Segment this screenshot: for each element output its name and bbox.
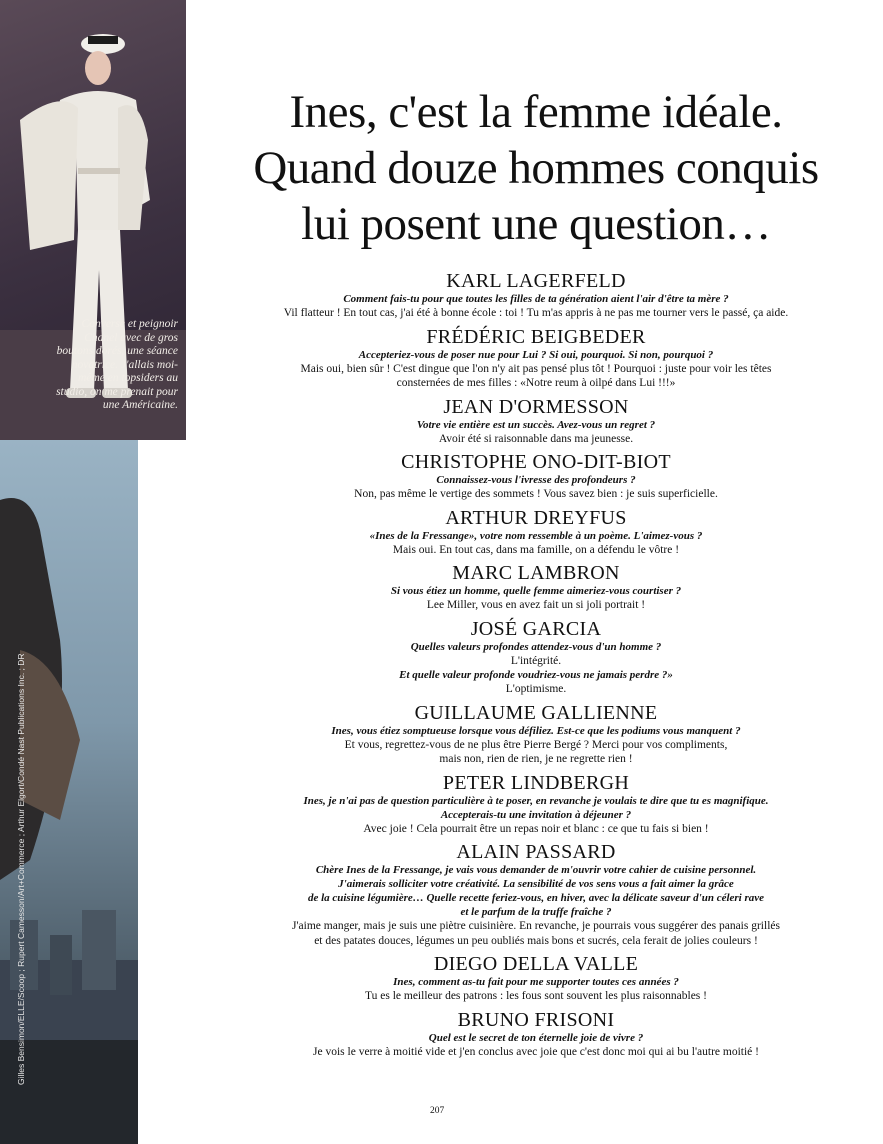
photo-credit: Gilles Bensimon/ELLE/Scoop ; Rupert Camesson/Art+Commerce ; Arthur Elgort/Condé Nast Publications Inc. ; DR (16, 653, 26, 1085)
interviewer-name: PETER LINDBERGH (442, 771, 630, 794)
question-line: Accepterais-tu une invitation à déjeuner ? (440, 808, 632, 821)
interviewer-name: CHRISTOPHE ONO-DIT-BIOT (401, 451, 671, 473)
answer-line: L'optimisme. (505, 683, 567, 695)
interviewer-name: KARL LAGERFELD (446, 270, 626, 292)
headline-line: Ines, c'est la femme idéale. (289, 86, 783, 138)
question-line: Comment fais-tu pour que toutes les filles de ta génération aient l'air d'être ta mère ? (343, 293, 729, 305)
question-line: de la cuisine légumière… Quelle recette feriez-vous, en hiver, avec la délicate saveur d'un céleri rave (307, 892, 765, 904)
question (196, 418, 876, 432)
answer (196, 989, 876, 1004)
question (196, 794, 876, 822)
question-line: Connaissez-vous l'ivresse des profondeurs ? (436, 474, 636, 486)
answer-line: L'intégrité. (510, 654, 562, 667)
question (196, 473, 876, 487)
question-line: Et quelle valeur profonde voudriez-vous ne jamais perdre ?» (399, 669, 673, 681)
headline-line: Quand douze hommes conquis (253, 142, 819, 194)
interviewer-name: ARTHUR DREYFUS (445, 506, 627, 529)
answer-line: consternées de mes filles : «Notre reum à oilpé dans Lui !!!» (396, 377, 676, 389)
follow-up-question (196, 668, 876, 682)
question-line: Ines, vous étiez somptueuse lorsque vous défiliez. Est-ce que les podiums vous manquent ? (331, 724, 741, 737)
article-main (196, 84, 876, 1064)
answer (196, 919, 876, 948)
answer-line: Non, pas même le vertige des sommets ! Vous savez bien : je suis superficielle. (354, 488, 718, 500)
question-line: Ines, comment as-tu fait pour me supporter toutes ces années ? (393, 976, 679, 988)
answer (196, 738, 876, 767)
question (196, 975, 876, 989)
headline (196, 84, 876, 252)
interviewer-name: MARC LAMBRON (452, 562, 620, 584)
question-line: «Ines de la Fressange», votre nom ressemble à un poème. L'aimez-vous ? (369, 529, 703, 542)
interview-block (196, 841, 876, 948)
headline-line: lui posent une question… (301, 198, 771, 250)
interviewer-name: ALAIN PASSARD (456, 841, 616, 863)
interviewer-name: JEAN D'ORMESSON (443, 395, 629, 418)
interview-block (196, 702, 876, 767)
interview-block (196, 562, 876, 613)
answer-line: Vil flatteur ! En tout cas, j'ai été à bonne école : toi ! Tu m'as appris à ne pas me tourner vers le passé, ça aide. (283, 307, 789, 319)
question-line: Quel est le secret de ton éternelle joie de vivre ? (428, 1031, 644, 1044)
interviewer-name: GUILLAUME GALLIENNE (414, 701, 658, 724)
interviewer-name: JOSÉ GARCIA (470, 617, 602, 640)
question (196, 863, 876, 919)
interviewer-name: DIEGO DELLA VALLE (433, 953, 639, 975)
interview-block (196, 507, 876, 558)
interview-block (196, 451, 876, 502)
answer (196, 654, 876, 669)
answer (196, 822, 876, 837)
interviewer-name: BRUNO FRISONI (457, 1008, 615, 1031)
answer (196, 362, 876, 391)
answer-line: J'aime manger, mais je suis une piètre cuisinière. En revanche, je pourrais vous suggérer des panais grillés (292, 920, 780, 932)
answer-line: Et vous, regrettez-vous de ne plus être Pierre Bergé ? Merci pour vos compliments, (344, 738, 728, 751)
question (196, 292, 876, 306)
question-line: Chère Ines de la Fressange, je vais vous demander de m'ouvrir votre cahier de cuisine personnel. (315, 864, 757, 876)
answer (196, 432, 876, 447)
interviewer-name: FRÉDÉRIC BEIGBEDER (426, 325, 646, 348)
question (196, 348, 876, 362)
interview-block (196, 326, 876, 391)
question (196, 724, 876, 738)
answer (196, 487, 876, 502)
answer-line: Avoir été si raisonnable dans ma jeunesse. (438, 432, 634, 445)
answer-line: Mais oui, bien sûr ! C'est dingue que l'on n'y ait pas pensé plus tôt ! Pourquoi : juste pour voir les têtes (300, 362, 772, 375)
fashion-photo-top (0, 0, 186, 440)
question-line: Accepteriez-vous de poser nue pour Lui ? Si oui, pourquoi. Si non, pourquoi ? (358, 348, 714, 361)
question-line: Ines, je n'ai pas de question particulière à te poser, en revanche je voulais te dire que tu es magnifique. (303, 794, 769, 807)
answer-line: et des patates douces, légumes un peu oubliés mais bons et sucrés, cela ferait de jolies couleurs ! (314, 934, 758, 947)
answer (196, 1045, 876, 1060)
answer-line: mais non, rien de rien, je ne regrette rien ! (439, 753, 633, 765)
answer (196, 598, 876, 613)
interview-block (196, 953, 876, 1004)
answer-line: Mais oui. En tout cas, dans ma famille, on a défendu le vôtre ! (392, 543, 680, 556)
interview-block (196, 270, 876, 321)
page-number: 207 (430, 1106, 445, 1116)
answer-line: Je vois le verre à moitié vide et j'en conclus avec joie que c'est donc moi qui ai bu l'autre moitié ! (313, 1045, 759, 1058)
answer-line: Lee Miller, vous en avez fait un si joli portrait ! (426, 599, 646, 611)
question-line: et le parfum de la truffe fraîche ? (460, 906, 612, 918)
interview-block (196, 1009, 876, 1060)
follow-up-answer (196, 682, 876, 697)
question-line: Si vous étiez un homme, quelle femme aimeriez-vous courtiser ? (390, 585, 682, 597)
interview-block (196, 772, 876, 837)
question-line: Quelles valeurs profondes attendez-vous d'un homme ? (410, 640, 662, 653)
photo-caption: Converse et peignoir Chanel avec de gros boutons dorés, une séance novatrice. J'allais moi-même en topsiders au studio, on me prenait pour une Américaine. (56, 318, 178, 411)
question (196, 584, 876, 598)
interview-block (196, 618, 876, 697)
question-line: J'aimerais solliciter votre créativité. La sensibilité de vos sens vous a fait aimer la grâce (338, 878, 734, 890)
answer (196, 306, 876, 321)
question (196, 640, 876, 654)
answer-line: Avec joie ! Cela pourrait être un repas noir et blanc : ce que tu fais si bien ! (363, 822, 709, 835)
question-line: Votre vie entière est un succès. Avez-vous un regret ? (416, 418, 656, 431)
question (196, 1031, 876, 1045)
interview-block (196, 396, 876, 447)
question (196, 529, 876, 543)
answer (196, 543, 876, 558)
answer-line: Tu es le meilleur des patrons : les fous sont souvent les plus raisonnables ! (365, 990, 707, 1002)
